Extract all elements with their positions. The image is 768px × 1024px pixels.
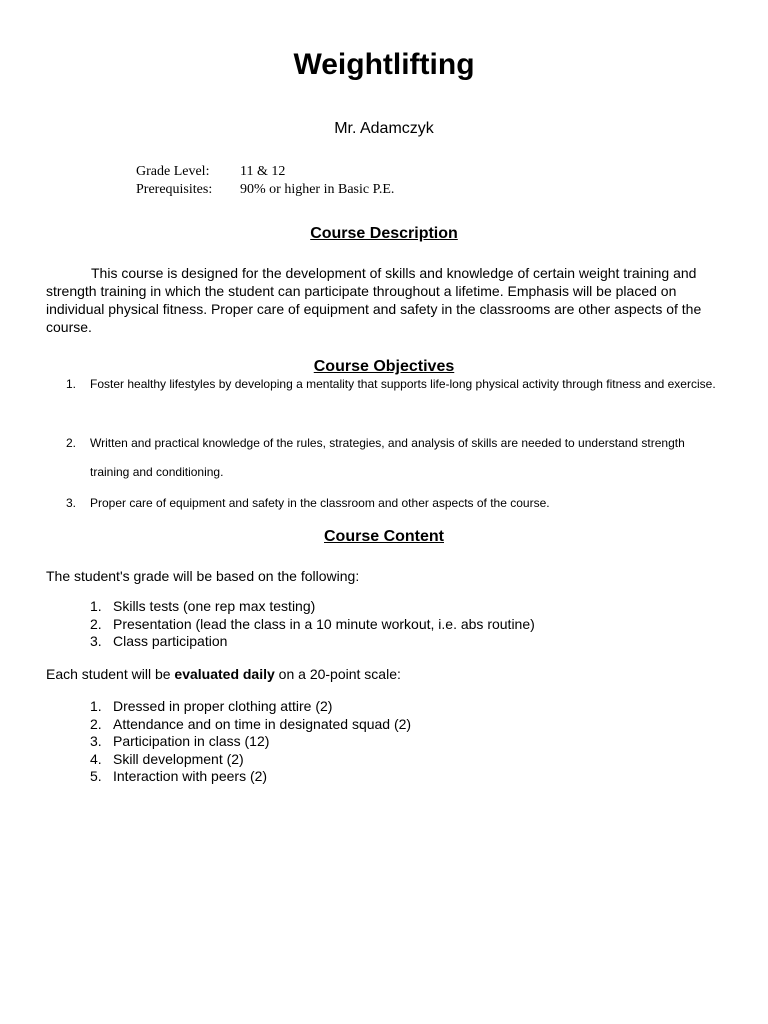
list-item-number: 3. xyxy=(90,633,102,649)
evaluation-intro-bold: evaluated daily xyxy=(174,666,275,682)
grade-intro-text: The student's grade will be based on the following: xyxy=(46,568,360,584)
course-content-heading: Course Content xyxy=(324,528,444,545)
objective-item xyxy=(66,429,726,487)
evaluation-intro-suffix: on a 20-point scale: xyxy=(274,666,401,682)
page-title: Weightlifting xyxy=(293,48,475,81)
prerequisites-row xyxy=(136,181,394,199)
objective-number: 2. xyxy=(66,436,77,450)
course-objectives-heading: Course Objectives xyxy=(313,358,455,375)
list-item-text: Skills tests (one rep max testing) xyxy=(113,598,316,614)
evaluation-intro xyxy=(46,665,401,683)
list-item-text: Interaction with peers (2) xyxy=(113,768,268,784)
objective-item xyxy=(66,370,726,399)
list-item-number: 2. xyxy=(90,615,102,632)
list-item-number: 1. xyxy=(90,698,102,714)
objective-number: 3. xyxy=(66,496,77,510)
objective-text: Foster healthy lifestyles by developing a mentality that supports life-long physical activity through fitness and exercise. xyxy=(90,377,716,391)
grade-level-value: 11 & 12 xyxy=(240,164,286,179)
list-item-number: 1. xyxy=(90,598,102,614)
course-description-text: This course is designed for the development of skills and knowledge of certain weight training and strength training in which the student can participate throughout a lifetime. Emphasis will be placed on individual physical fitness. Proper care of equipment and safety in the classrooms are other aspects of the course. xyxy=(46,265,702,335)
evaluation-intro-prefix: Each student will be xyxy=(46,666,175,682)
grade-level-row xyxy=(136,163,285,181)
objective-text: Written and practical knowledge of the rules, strategies, and analysis of skills are needed to understand strength training and conditioning. xyxy=(90,436,685,479)
list-item-number: 5. xyxy=(90,768,102,784)
list-item-text: Attendance and on time in designated squad (2) xyxy=(113,715,412,732)
grade-level-label: Grade Level: xyxy=(136,164,210,179)
list-item-number: 3. xyxy=(90,733,102,749)
prerequisites-value: 90% or higher in Basic P.E. xyxy=(240,182,395,197)
list-item-text: Class participation xyxy=(113,633,228,649)
list-item-number: 4. xyxy=(90,750,102,767)
teacher-name: Mr. Adamczyk xyxy=(334,120,434,137)
list-item-text: Skill development (2) xyxy=(113,750,244,767)
objective-item xyxy=(66,489,726,518)
list-item-text: Dressed in proper clothing attire (2) xyxy=(113,698,333,714)
list-item-text: Presentation (lead the class in a 10 minute workout, i.e. abs routine) xyxy=(113,615,535,632)
course-description-heading: Course Description xyxy=(310,225,458,242)
objective-number: 1. xyxy=(66,377,77,391)
prerequisites-label: Prerequisites: xyxy=(136,182,213,197)
objective-text: Proper care of equipment and safety in the classroom and other aspects of the course. xyxy=(90,496,550,510)
list-item-number: 2. xyxy=(90,715,102,732)
list-item-text: Participation in class (12) xyxy=(113,733,270,749)
